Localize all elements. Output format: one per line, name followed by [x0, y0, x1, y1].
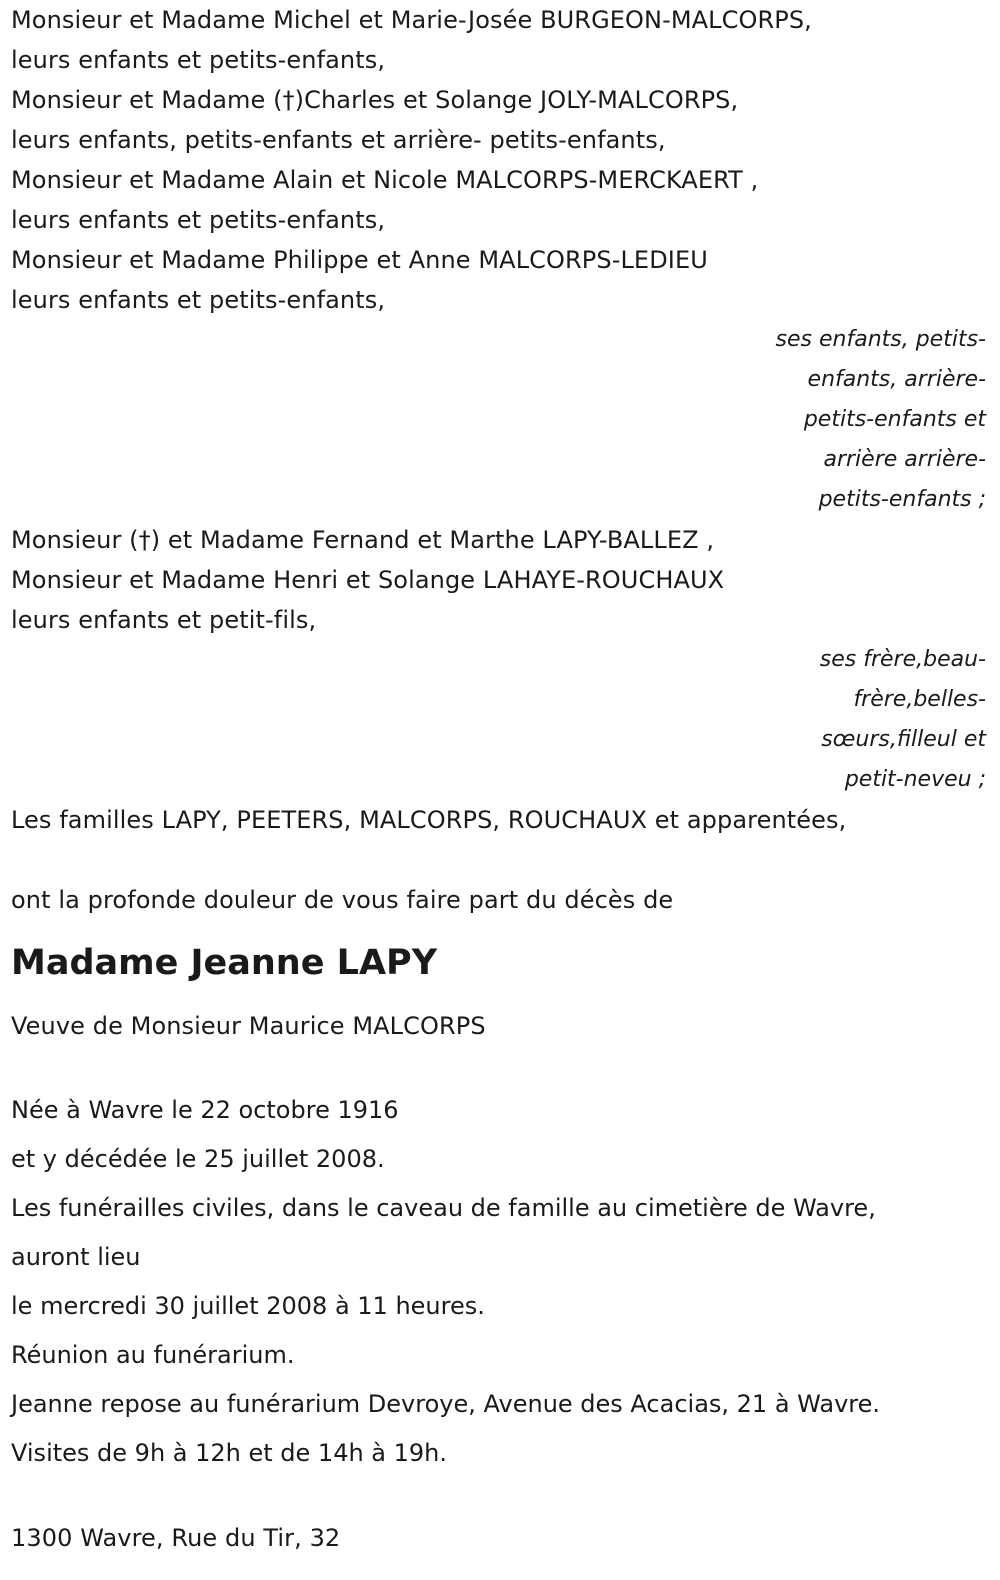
detail-line: Née à Wavre le 22 octobre 1916	[11, 1096, 399, 1124]
announcement-text: ont la profonde douleur de vous faire part du décès de	[11, 886, 674, 914]
family-line: leurs enfants et petits-enfants,	[11, 46, 386, 74]
funeral-details	[11, 1086, 986, 1478]
deceased-name: Madame Jeanne LAPY	[11, 943, 438, 983]
detail-line: le mercredi 30 juillet 2008 à 11 heures.	[11, 1292, 485, 1320]
detail-line: Réunion au funérarium.	[11, 1341, 295, 1369]
family-line: Monsieur (†) et Madame Fernand et Marthe LAPY-BALLEZ ,	[11, 526, 715, 554]
detail-line: Jeanne repose au funérarium Devroye, Avenue des Acacias, 21 à Wavre.	[11, 1390, 881, 1418]
obituary-notice	[11, 0, 986, 1558]
detail-line: auront lieu	[11, 1243, 141, 1271]
family-line: Monsieur et Madame Alain et Nicole MALCORPS-MERCKAERT ,	[11, 166, 759, 194]
family-line: Monsieur et Madame Michel et Marie-Josée BURGEON-MALCORPS,	[11, 6, 812, 34]
family-list-1	[11, 0, 986, 320]
relation-line: ses frère,beau-	[819, 647, 986, 672]
relation-note-siblings	[11, 640, 986, 800]
relation-line: petits-enfants ;	[818, 487, 986, 512]
detail-line: Les funérailles civiles, dans le caveau de famille au cimetière de Wavre,	[11, 1194, 876, 1222]
families-line: Les familles LAPY, PEETERS, MALCORPS, ROUCHAUX et apparentées,	[11, 806, 847, 834]
relation-note-children	[11, 320, 986, 520]
widow-of-text: Veuve de Monsieur Maurice MALCORPS	[11, 1012, 486, 1040]
relation-line: petit-neveu ;	[844, 767, 986, 792]
family-line: Monsieur et Madame Henri et Solange LAHAYE-ROUCHAUX	[11, 566, 725, 594]
relation-line: arrière arrière-	[823, 447, 986, 472]
relation-line: enfants, arrière-	[807, 367, 986, 392]
family-line: leurs enfants et petit-fils,	[11, 606, 317, 634]
address-text: 1300 Wavre, Rue du Tir, 32	[11, 1524, 341, 1552]
detail-line: et y décédée le 25 juillet 2008.	[11, 1145, 385, 1173]
family-line: leurs enfants, petits-enfants et arrière- petits-enfants,	[11, 126, 666, 154]
family-line: Monsieur et Madame (†)Charles et Solange JOLY-MALCORPS,	[11, 86, 739, 114]
relation-line: petits-enfants et	[803, 407, 986, 432]
family-line: Monsieur et Madame Philippe et Anne MALCORPS-LEDIEU	[11, 246, 708, 274]
family-line: leurs enfants et petits-enfants,	[11, 206, 386, 234]
relation-line: sœurs,filleul et	[821, 727, 986, 752]
relation-line: frère,belles-	[853, 687, 986, 712]
detail-line: Visites de 9h à 12h et de 14h à 19h.	[11, 1439, 448, 1467]
family-list-2	[11, 520, 986, 640]
family-line: leurs enfants et petits-enfants,	[11, 286, 386, 314]
relation-line: ses enfants, petits-	[775, 327, 986, 352]
